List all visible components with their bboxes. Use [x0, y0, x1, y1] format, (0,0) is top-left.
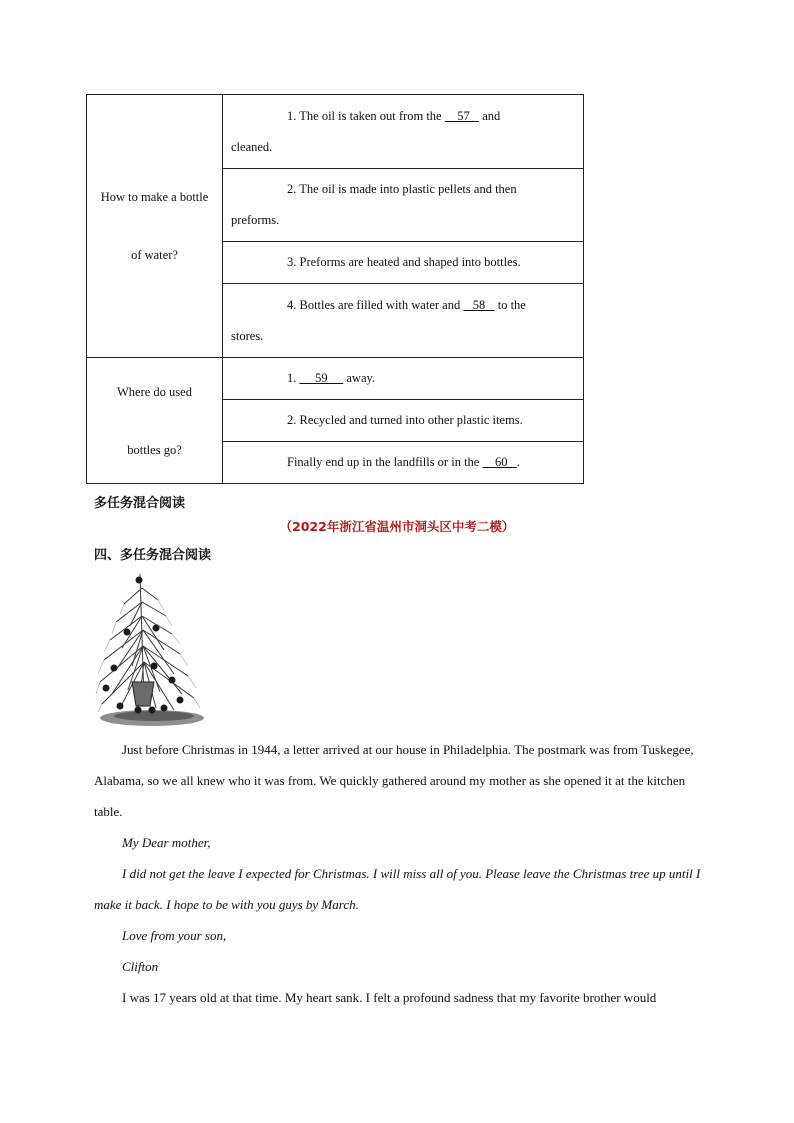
- answer-2-line-1: 2. The oil is made into plastic pellets and then: [287, 182, 517, 196]
- christmas-tree-illustration-icon: [94, 570, 204, 728]
- answer-1-text: 1. The oil is taken out from the: [287, 108, 445, 123]
- answer-4-text: 4. Bottles are filled with water and: [287, 297, 464, 312]
- question-1-line-2: of water?: [131, 248, 178, 262]
- reading-table: [86, 94, 584, 484]
- blank-57[interactable]: 57: [444, 108, 480, 123]
- answer-cell-2: [223, 169, 584, 242]
- answer-cell-3: [223, 242, 584, 284]
- passage-paragraph-1: Just before Christmas in 1944, a letter arrived at our house in Philadelphia. The postmark was from Tuskegee, Alabama, so we all knew who it was from. We quickly gathered around my mother as she opened it at the kitchen table.: [94, 742, 694, 819]
- blank-58[interactable]: 58: [463, 297, 495, 312]
- blank-60[interactable]: 60: [482, 455, 517, 469]
- source-note: （2022年浙江省温州市洞头区中考二模）: [279, 519, 515, 534]
- answer-1-line-2: cleaned.: [231, 139, 273, 154]
- answer-2-line-2: preforms.: [231, 213, 280, 227]
- mixed-reading-heading: 多任务混合阅读: [94, 496, 186, 511]
- letter-greeting: My Dear mother,: [122, 835, 211, 850]
- answer-cell-6: [223, 400, 584, 442]
- question-2-line-1: Where do used: [117, 384, 192, 399]
- passage-paragraph-2: I was 17 years old at that time. My heart sank. I felt a profound sadness that my favorite brother would: [122, 990, 657, 1005]
- passage: [94, 734, 706, 1013]
- question-cell-1: [87, 95, 223, 358]
- letter-closing: Love from your son,: [122, 928, 227, 943]
- answer-1-text-end: and: [479, 108, 501, 123]
- answer-4-text-end: to the: [494, 297, 526, 312]
- answer-3-text: 3. Preforms are heated and shaped into bottles.: [287, 255, 521, 269]
- answer-7-text-end: .: [516, 455, 520, 469]
- answer-cell-7: [223, 442, 584, 484]
- section-title: 四、多任务混合阅读: [94, 548, 212, 563]
- letter-signature: Clifton: [122, 959, 159, 974]
- letter-body: I did not get the leave I expected for Christmas. I will miss all of you. Please leave the Christmas tree up until I make it back. I hope to be with you guys by March.: [94, 866, 701, 912]
- question-2-line-2: bottles go?: [127, 442, 182, 457]
- answer-4-line-2: stores.: [231, 328, 264, 343]
- blank-59[interactable]: 59: [299, 371, 344, 385]
- answer-7-text: Finally end up in the landfills or in the: [287, 455, 483, 469]
- answer-cell-4: [223, 284, 584, 358]
- question-cell-2: [87, 358, 223, 484]
- answer-cell-5: [223, 358, 584, 400]
- answer-5-text: 1.: [287, 371, 300, 385]
- answer-5-text-end: away.: [343, 371, 376, 385]
- answer-6-text: 2. Recycled and turned into other plastic items.: [287, 413, 523, 427]
- question-1-line-1: How to make a bottle: [100, 190, 209, 204]
- answer-cell-1: [223, 95, 584, 169]
